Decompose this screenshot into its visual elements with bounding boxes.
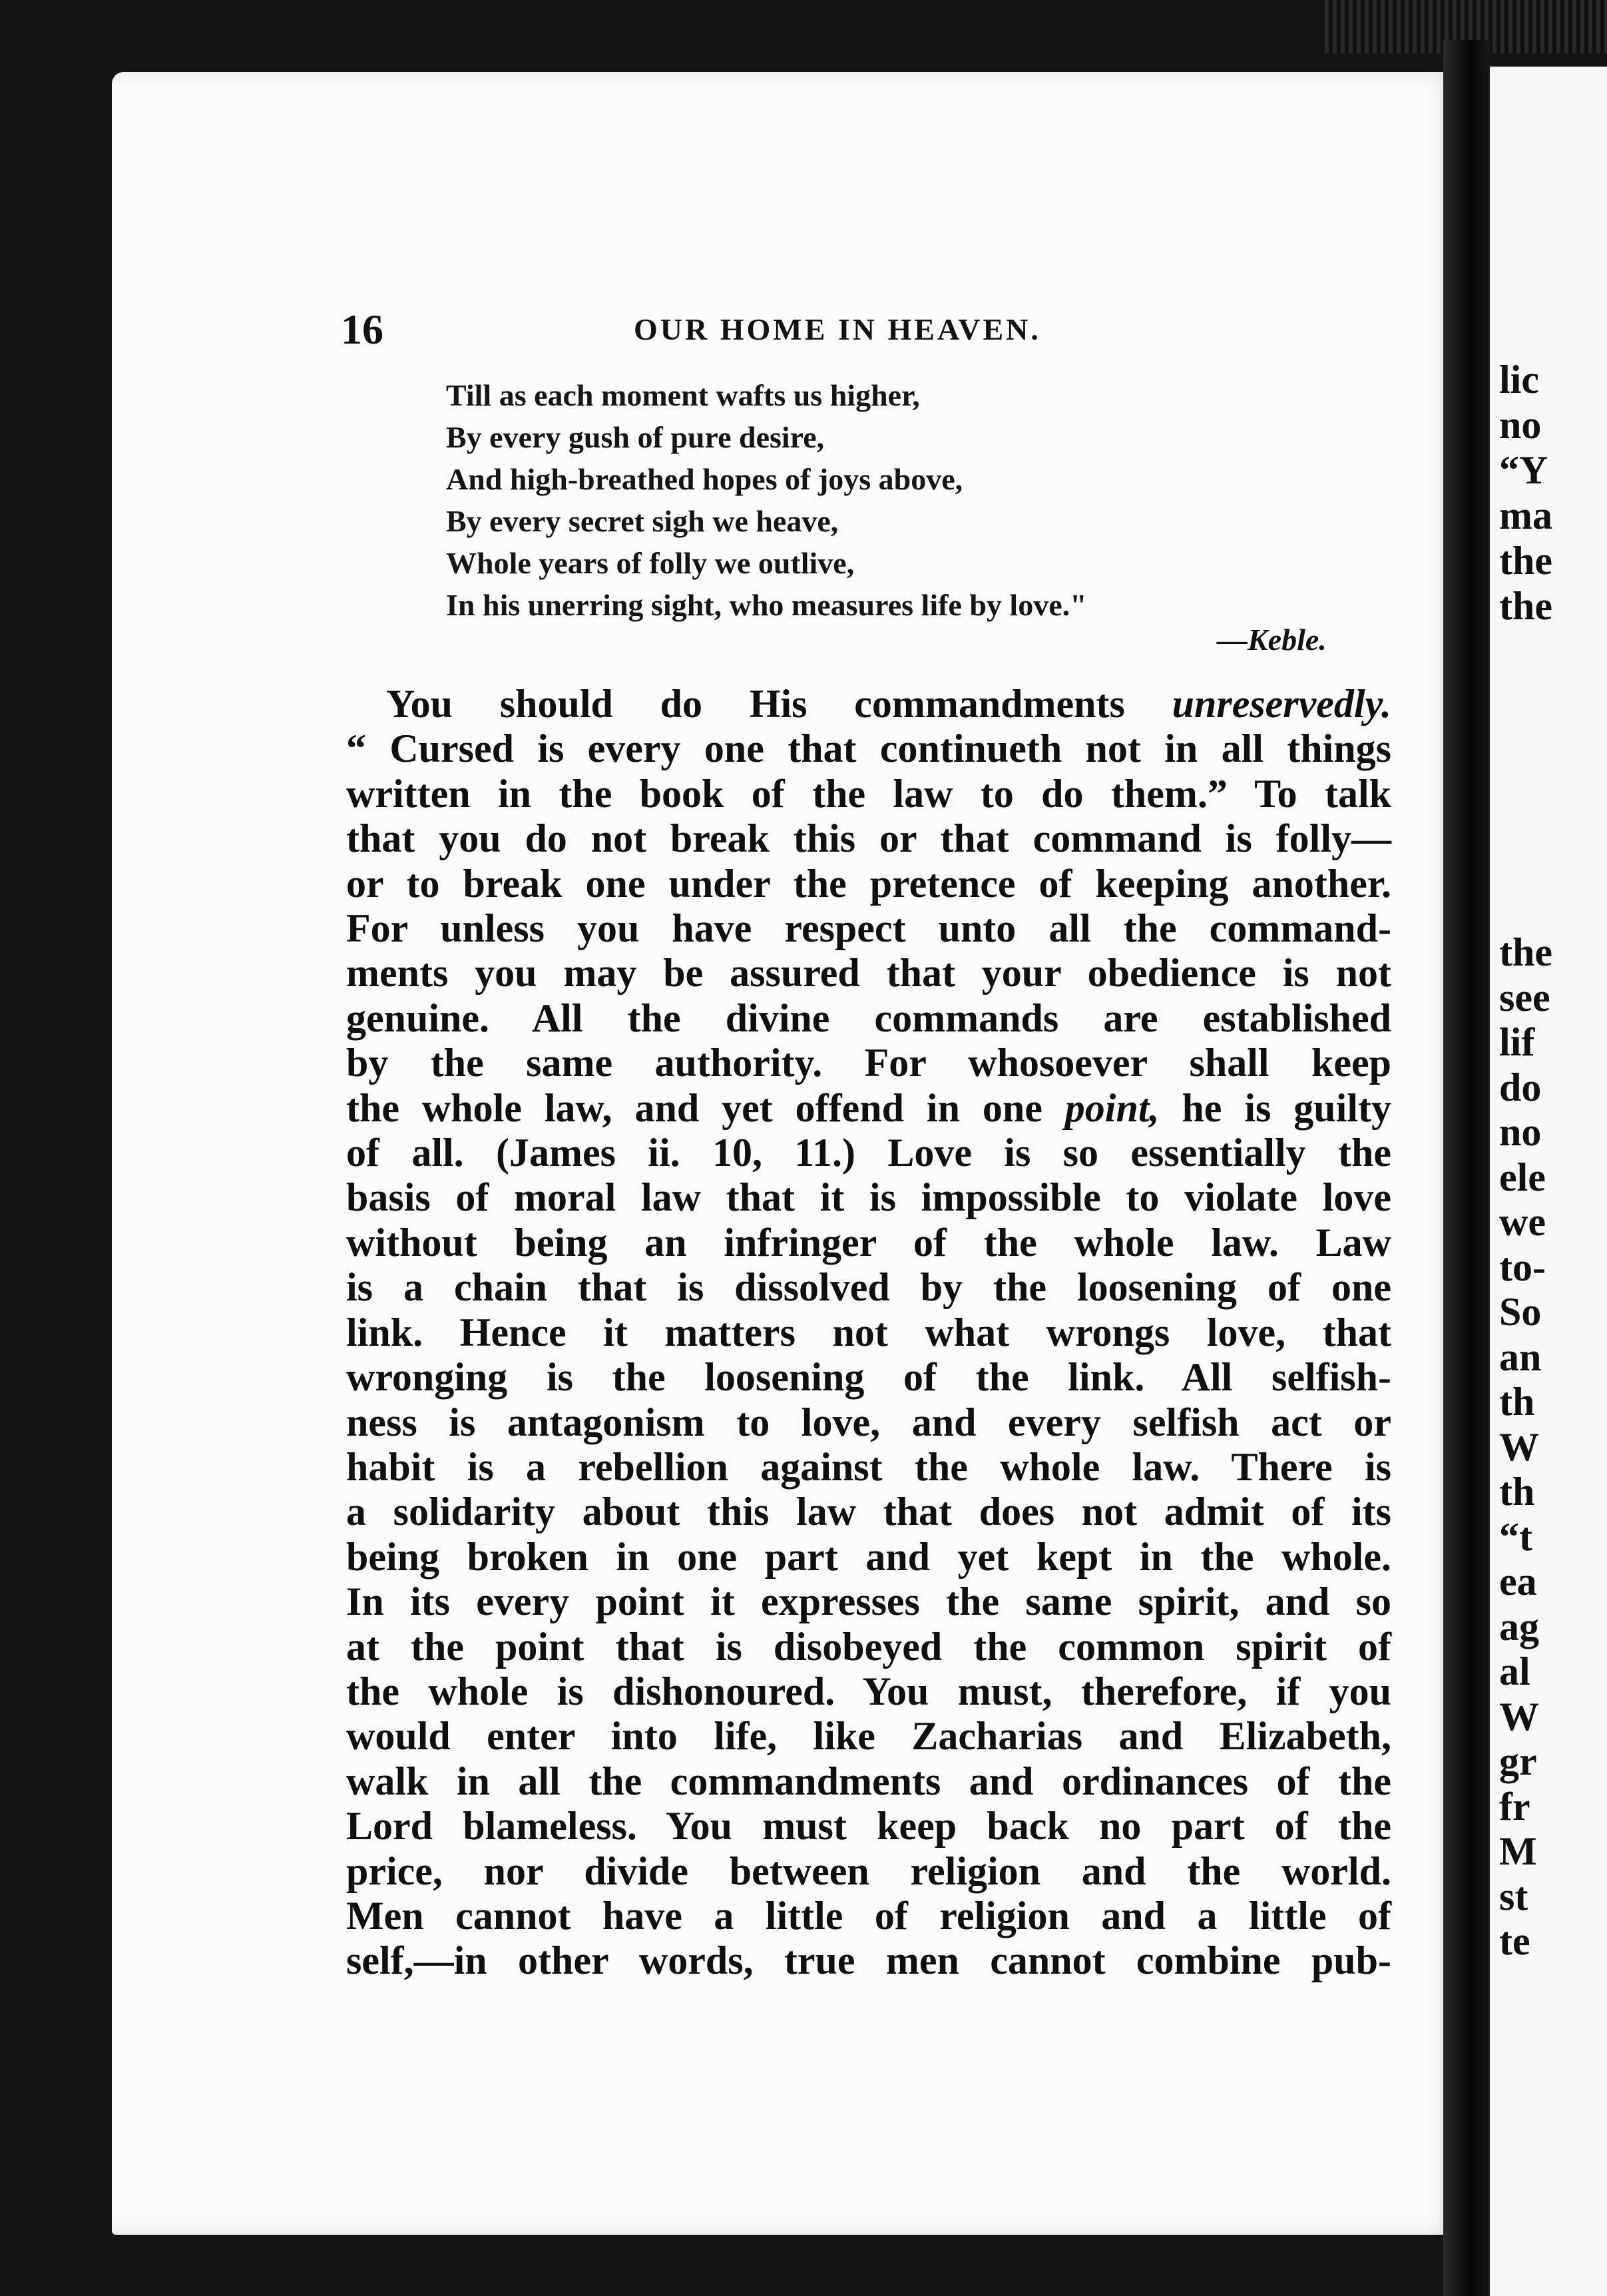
poem-line: By every secret sigh we heave,: [446, 504, 839, 538]
body-line: walk in all the commandments and ordinances of the: [346, 1759, 1391, 1803]
adjacent-page-fragment: lic: [1499, 358, 1539, 402]
adjacent-page-fragment: lif: [1499, 1020, 1535, 1064]
adjacent-page-fragment: M: [1499, 1829, 1537, 1873]
adjacent-page-fragment: W: [1499, 1694, 1539, 1739]
body-line: ments you may be assured that your obedience is not: [346, 951, 1391, 996]
adjacent-page-fragment: So: [1499, 1290, 1542, 1334]
body-line: a solidarity about this law that does not admit of its: [346, 1490, 1391, 1534]
body-line: ness is antagonism to love, and every selfish act or: [346, 1400, 1391, 1444]
page-number: 16: [341, 306, 383, 353]
adjacent-page-fragment: the: [1499, 539, 1552, 583]
body-line: by the same authority. For whosoever shall keep: [346, 1041, 1391, 1085]
poem-line: By every gush of pure desire,: [446, 420, 825, 454]
adjacent-page-fragment: to-: [1499, 1245, 1546, 1289]
emphasis-text: point,: [1064, 1085, 1160, 1130]
adjacent-page-fragment: no: [1499, 1110, 1542, 1154]
page-header: [341, 305, 1439, 358]
adjacent-page-fragment: see: [1499, 975, 1550, 1019]
adjacent-page-fragment: th: [1499, 1380, 1535, 1424]
poem-quotation: [446, 374, 1087, 626]
body-line: “ Cursed is every one that continueth not in all things: [346, 726, 1391, 771]
body-line: link. Hence it matters not what wrongs love, that: [346, 1310, 1391, 1354]
body-line: genuine. All the divine commands are established: [346, 996, 1391, 1040]
adjacent-page-fragment: al: [1499, 1649, 1530, 1693]
body-line: at the point that is disobeyed the common spirit of: [346, 1624, 1391, 1669]
body-line: wronging is the loosening of the link. All selfish-: [346, 1355, 1391, 1400]
book-gutter: [1443, 40, 1490, 2296]
body-line: without being an infringer of the whole law. Law: [346, 1220, 1391, 1265]
body-line: [346, 1086, 1391, 1131]
body-text-span: You should do His commandments: [386, 682, 1172, 726]
adjacent-page-fragment: th: [1499, 1470, 1535, 1514]
body-line: habit is a rebellion against the whole law. There is: [346, 1444, 1391, 1489]
body-line: of all. (James ii. 10, 11.) Love is so essentially the: [346, 1131, 1391, 1175]
body-line: written in the book of the law to do them.” To talk: [346, 771, 1391, 816]
body-line: In its every point it expresses the same spirit, and so: [346, 1579, 1391, 1624]
body-line: is a chain that is dissolved by the loosening of one: [346, 1265, 1391, 1310]
body-line: basis of moral law that it is impossible to violate love: [346, 1175, 1391, 1220]
poem-line: And high-breathed hopes of joys above,: [446, 462, 963, 496]
adjacent-page-fragment: an: [1499, 1334, 1542, 1379]
body-line: being broken in one part and yet kept in the whole.: [346, 1534, 1391, 1579]
adjacent-page-fragment: ea: [1499, 1560, 1537, 1603]
adjacent-page-fragment: st: [1499, 1874, 1528, 1918]
body-line: self,—in other words, true men cannot combine pub-: [346, 1938, 1391, 1983]
adjacent-page-edge: [1490, 67, 1607, 2296]
emphasis-text: unreservedly.: [1172, 682, 1391, 726]
body-line: [346, 682, 1391, 726]
body-paragraph: [346, 682, 1391, 1984]
adjacent-page-fragment: no: [1499, 403, 1542, 447]
adjacent-page-fragment: te: [1499, 1919, 1530, 1963]
poem-line: In his unerring sight, who measures life by love.": [446, 588, 1087, 622]
body-line: or to break one under the pretence of keeping another.: [346, 861, 1391, 906]
adjacent-page-fragment: gr: [1499, 1739, 1537, 1783]
body-line: price, nor divide between religion and the world.: [346, 1849, 1391, 1893]
poem-line: Whole years of folly we outlive,: [446, 546, 855, 580]
body-line: that you do not break this or that command is folly—: [346, 816, 1391, 861]
adjacent-page-fragment: ag: [1499, 1604, 1539, 1649]
running-title: OUR HOME IN HEAVEN.: [634, 312, 1041, 346]
adjacent-page-fragment: ele: [1499, 1155, 1546, 1199]
body-line: the whole is dishonoured. You must, therefore, if you: [346, 1669, 1391, 1713]
adjacent-page-fragment: W: [1499, 1424, 1539, 1469]
body-line: Lord blameless. You must keep back no part of the: [346, 1804, 1391, 1849]
body-line: For unless you have respect unto all the command-: [346, 906, 1391, 951]
body-text-span: the whole law, and yet offend in one: [346, 1085, 1065, 1130]
adjacent-page-fragment: fr: [1499, 1784, 1530, 1829]
adjacent-page-fragment: “Y: [1499, 448, 1548, 492]
adjacent-page-fragment: the: [1499, 584, 1552, 628]
adjacent-page-fragment: we: [1499, 1200, 1546, 1244]
adjacent-page-fragment: ma: [1499, 493, 1552, 537]
adjacent-page-fragment: “t: [1499, 1514, 1532, 1559]
poem-attribution: —Keble.: [1217, 623, 1327, 657]
adjacent-page-fragment: do: [1499, 1065, 1542, 1109]
body-line: would enter into life, like Zacharias and Elizabeth,: [346, 1714, 1391, 1759]
poem-line: Till as each moment wafts us higher,: [446, 378, 920, 412]
body-text-span: he is guilty: [1159, 1085, 1391, 1130]
body-line: Men cannot have a little of religion and a little of: [346, 1893, 1391, 1938]
adjacent-page-fragment: the: [1499, 930, 1552, 974]
